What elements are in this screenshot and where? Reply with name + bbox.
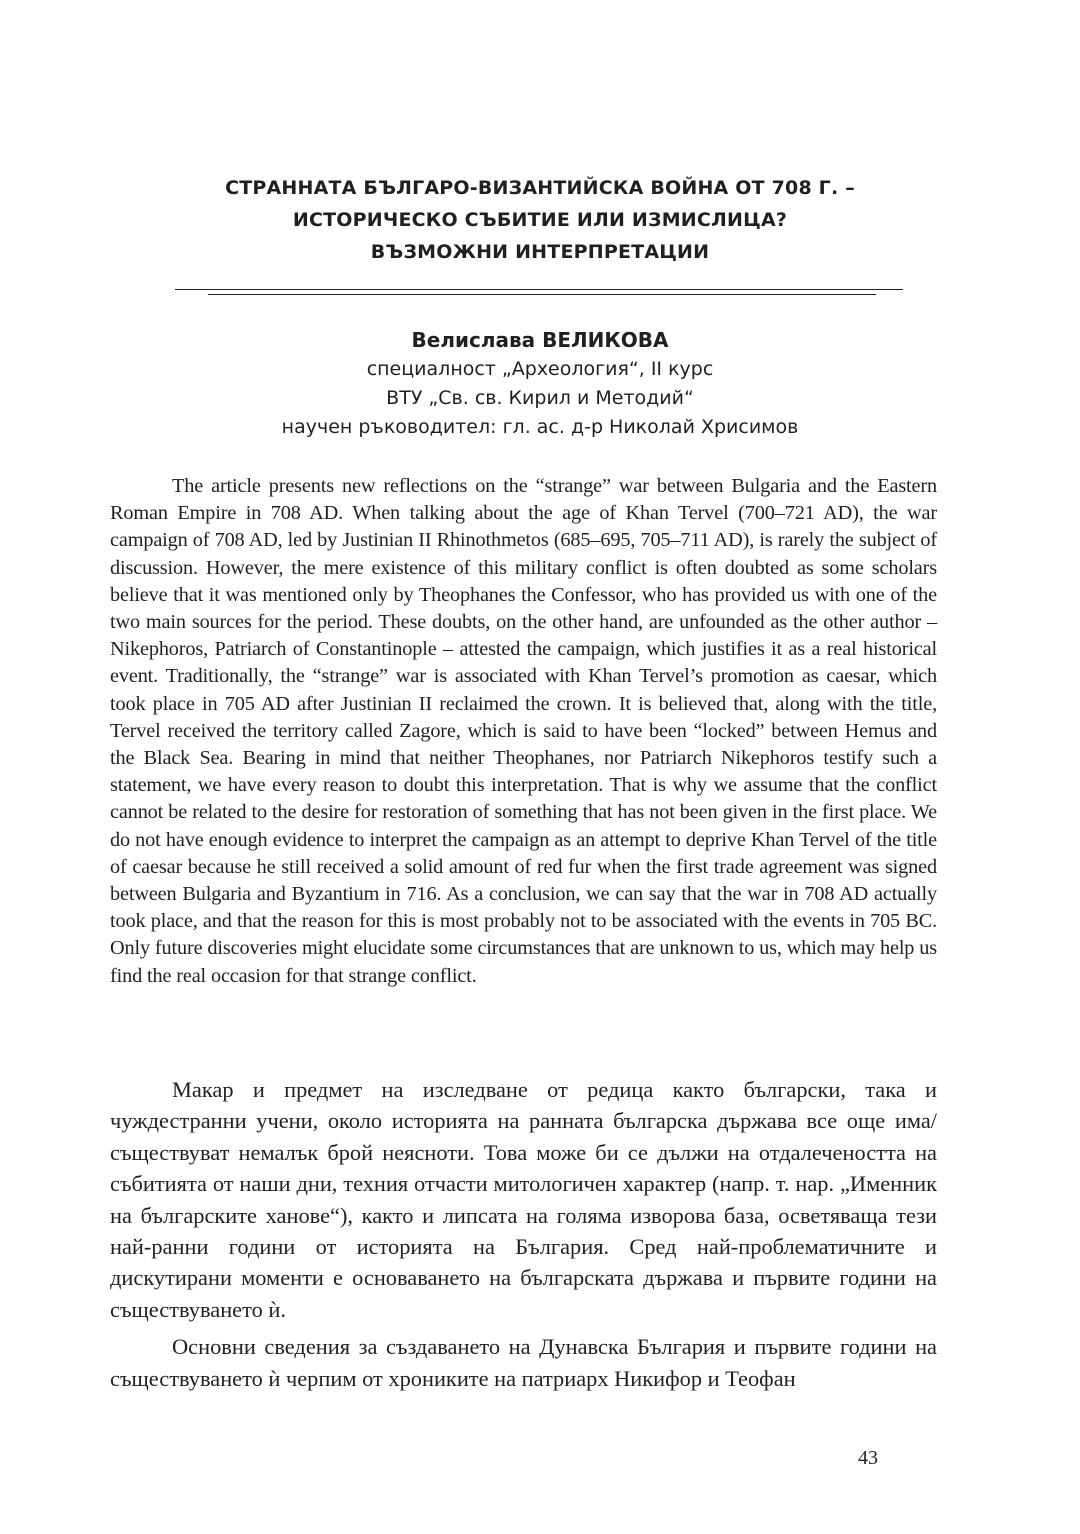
title-divider-upper [175,289,903,290]
author-block [140,326,940,442]
page-number: 43 [858,1447,878,1469]
article-title [120,172,960,268]
author-university: ВТУ „Св. св. Кирил и Методий“ [386,387,694,409]
body-paragraph: Макар и предмет на изследване от редица както български, така и чуждестранни учени, около историята на ранната българска държава все още има/съществуват немалък брой неясноти. Това може би се дължи на отдалечеността на събитията от наши дни, техния отчасти митологичен характер (напр. т. нар. „Именник на българските ханове“), както и липсата на голяма изворова база, осветяваща тези най-ранни години от историята на България. Сред най-проблематичните и дискутирани моменти е основаването на българската държава и първите години на съществуването ѝ. [110,1077,937,1322]
body-text [110,1074,937,1400]
body-paragraph: Основни сведения за създаването на Дунавска България и първите години на съществуването ѝ черпим от хрониките на патриарх Никифор и Теофан [110,1334,937,1391]
author-supervisor: научен ръководител: гл. ас. д-р Николай Хрисимов [281,416,799,438]
title-line: ВЪЗМОЖНИ ИНТЕРПРЕТАЦИИ [370,241,710,263]
title-line: ИСТОРИЧЕСКО СЪБИТИЕ ИЛИ ИЗМИСЛИЦА? [292,209,788,231]
title-line: СТРАННАТА БЪЛГАРО-ВИЗАНТИЙСКА ВОЙНА ОТ 708 Г. – [225,177,855,199]
author-name: Велислава ВЕЛИКОВА [411,328,669,352]
title-divider-lower [208,294,876,295]
abstract-paragraph: The article presents new reflections on the “strange” war between Bulgaria and the Eastern Roman Empire in 708 AD. When talking about the age of Khan Tervel (700–721 AD), the war campaign of 708 AD, led by Justinian II Rhinothmetos (685–695, 705–711 AD), is rarely the subject of discussion. However, the mere existence of this military conflict is often doubted as some scholars believe that it was mentioned only by Theophanes the Confessor, who has provided us with one of the two main sources for the period. These doubts, on the other hand, are unfounded as the other author – Nikephoros, Patriarch of Constantinople – attested the campaign, which justifies it as a real historical event. Traditionally, the “strange” war is associated with Khan Tervel’s promotion as caesar, which took place in 705 AD after Justinian II reclaimed the crown. It is believed that, along with the title, Tervel received the territory called Zagore, which is said to have been “locked” between Hemus and the Black Sea. Bearing in mind that neither Theophanes, nor Patriarch Nikephoros testify such a statement, we have every reason to doubt this interpretation. That is why we assume that the conflict cannot be related to the desire for restoration of something that has not been given in the first place. We do not have enough evidence to interpret the campaign as an attempt to deprive Khan Tervel of the title of caesar because he still received a solid amount of red fur when the first trade agreement was signed between Bulgaria and Byzantium in 716. As a conclusion, we can say that the war in 708 AD actually took place, and that the reason for this is most probably not to be associated with the events in 705 BC. Only future discoveries might elucidate some circumstances that are unknown to us, which may help us find the real occasion for that strange conflict. [110,475,937,987]
author-specialty: специалност „Археология“, II курс [366,358,714,380]
